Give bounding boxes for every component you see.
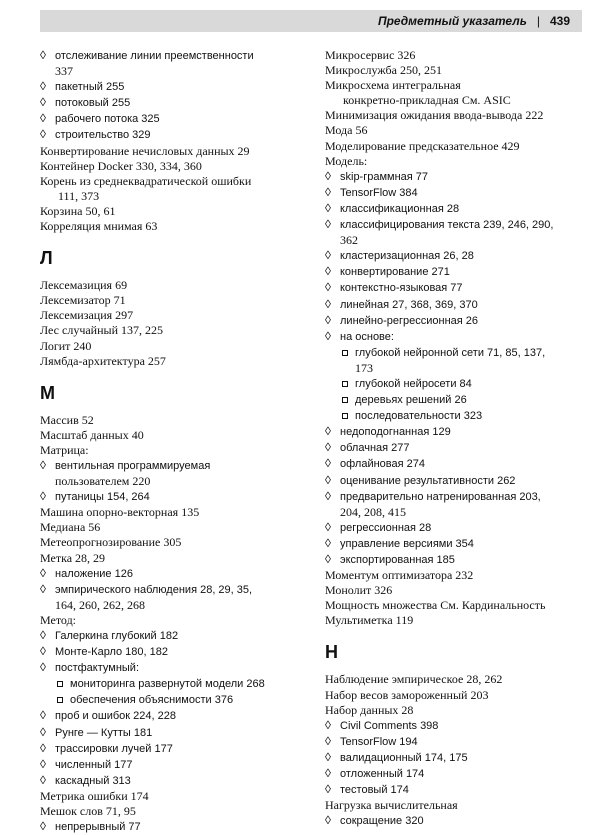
index-entry [40,293,302,308]
index-subentry [40,474,302,489]
entry-text: Набор данных 28 [325,702,414,717]
entry-text: Микросервис 326 [325,48,416,62]
entry-text: skip-граммная 77 [340,170,429,183]
entry-text: Лексемазиция 69 [40,278,128,293]
entry-text: наложение 126 [55,567,133,580]
entry-text: Монте-Карло 180, 182 [55,646,168,659]
entry-text: Наблюдение эмпирическое 28, 262 [325,672,503,687]
entry-text: глубокой нейронной сети 71, 85, 137, [355,346,546,359]
entry-text: Контейнер Docker 330, 334, 360 [40,158,202,173]
entry-text: Набор весов замороженный 203 [325,687,489,702]
entry-text: Мода 56 [325,123,368,138]
index-subentry [325,440,590,456]
entry-text: Медиана 56 [40,520,101,535]
index-subentry [325,329,590,345]
index-subentry [325,264,590,280]
index-subentry [40,489,302,505]
entry-text: линейно-регрессионная 26 [340,314,479,327]
entry-text: контекстно-языковая 77 [340,282,463,295]
entry-text: экспортированная 185 [340,554,455,566]
entry-text: трассировки лучей 177 [55,742,173,755]
index-entry [40,789,302,804]
entry-text: Корреляция мнимая 63 [40,219,158,234]
index-subentry [325,233,590,248]
entry-text: Матрица: [40,442,89,457]
index-subentry [40,582,302,598]
entry-text: Лексемизация 297 [40,308,134,323]
entry-text: Метод: [40,612,77,627]
entry-text: 173 [355,360,373,375]
entry-text: обеспечения объяснимости 376 [70,694,234,707]
entry-text: Моделирование предсказательное 429 [325,138,520,153]
running-header [40,10,582,32]
index-subentry [325,313,590,329]
entry-text: Рунге — Кутты 181 [55,726,153,739]
index-entry [40,204,302,219]
entry-text: Метка 28, 29 [40,550,106,565]
index-subentry [325,766,590,782]
right-column [325,48,590,829]
entry-text: Метеопрогнозирование 305 [40,535,182,550]
index-entry [40,613,302,628]
index-entry [40,443,302,458]
index-entry [40,505,302,520]
index-entry [325,48,590,63]
entry-text: Лес случайный 137, 225 [40,323,164,338]
page-number: 439 [549,14,570,28]
entry-text: Модель: [325,153,368,168]
entry-text: 164, 260, 262, 268 [55,597,145,612]
index-entry [325,108,590,123]
entry-text: Корзина 50, 61 [40,203,116,218]
index-entry [325,672,590,687]
index-subentry [325,361,590,376]
index-subentry [325,456,590,472]
index-subentry [40,48,302,64]
entry-text: регрессионная 28 [340,521,432,534]
entry-text: Логит 240 [40,338,92,353]
entry-text: Моментум оптимизатора 232 [325,568,474,583]
index-subentry [325,280,590,296]
entry-group-n [325,672,590,829]
entry-text: классифицирования текста 239, 246, 290, [340,219,554,232]
index-entry [40,323,302,338]
entry-text: валидационный 174, 175 [340,751,468,764]
index-subentry [40,741,302,757]
index-subentry [40,757,302,773]
index-subentry [40,628,302,644]
index-subentry [40,189,302,204]
entry-text: Мультиметка 119 [325,613,414,628]
index-entry [40,535,302,550]
index-entry [40,174,302,189]
index-entry [40,551,302,566]
index-subentry [40,598,302,613]
index-subentry [40,660,302,676]
entry-text: Нагрузка вычислительная [325,798,458,813]
index-subentry [40,725,302,741]
index-subentry [325,185,590,201]
entry-text: облачная 277 [340,442,410,455]
index-subentry [325,813,590,829]
index-entry [325,154,590,169]
entry-text: путаницы 154, 264 [55,491,150,504]
index-subentry [325,473,590,489]
entry-text: оценивание результативности 262 [340,474,516,487]
index-entry [40,339,302,354]
index-subentry [325,782,590,798]
entry-text: пакетный 255 [55,81,125,94]
index-subentry [325,93,590,108]
entry-text: Галеркина глубокий 182 [55,630,179,642]
index-entry [40,804,302,819]
entry-text: 362 [340,233,358,248]
entry-text: кластеризационная 26, 28 [340,250,474,263]
index-entry [325,613,590,628]
entry-text: линейная 27, 368, 369, 370 [340,298,478,311]
entry-text: последовательности 323 [355,410,483,423]
index-entry [40,159,302,174]
entry-text: TensorFlow 384 [340,186,418,199]
index-subentry [40,79,302,95]
header-title: Предметный указатель [377,14,527,28]
entry-text: каскадный 313 [55,774,131,787]
entry-text: Мощность множества См. Кардинальность [325,598,546,613]
entry-text: 111, 373 [58,188,100,203]
entry-text: Лексемизатор 71 [40,293,126,308]
entry-text: непрерывный 77 [55,821,141,834]
index-entry [40,428,302,443]
index-subentry [40,458,302,474]
entry-group-top-left [40,48,302,234]
entry-text: Микросхема интегральная [325,78,461,93]
entry-text: эмпирического наблюдения 28, 29, 35, [55,583,253,596]
entry-text: конкретно-прикладная См. ASIC [343,93,511,108]
index-subentry [40,64,302,79]
entry-text: рабочего потока 325 [55,113,160,126]
index-entry [325,703,590,718]
index-subentry [325,392,590,408]
index-entry [325,798,590,813]
index-subentry [40,773,302,789]
index-subentry [325,424,590,440]
entry-text: Машина опорно-векторная 135 [40,505,200,520]
entry-text: проб и ошибок 224, 228 [55,710,176,723]
index-subentry [325,217,590,233]
index-entry [325,123,590,138]
index-subentry [325,297,590,313]
index-subentry [40,127,302,143]
index-entry [325,598,590,613]
entry-text: численный 177 [55,758,133,771]
entry-text: постфактумный: [55,662,139,675]
index-subentry [325,734,590,750]
entry-text: отслеживание линии преемственности [55,50,254,62]
entry-text: офлайновая 274 [340,458,426,471]
index-entry [325,583,590,598]
entry-text: деревьях решений 26 [355,394,467,407]
entry-text: Микрослужба 250, 251 [325,63,442,78]
index-entry [40,354,302,369]
index-entry [325,139,590,154]
entry-text: Минимизация ожидания ввода-вывода 222 [325,108,544,123]
index-subentry [325,489,590,505]
entry-group-m [40,413,302,835]
entry-group-top-right [325,48,590,628]
entry-text: потоковый 255 [55,97,131,110]
index-subentry [40,692,302,708]
entry-text: предварительно натренированная 203, [340,490,541,503]
entry-text: классификационная 28 [340,202,460,215]
entry-text: Корень из среднеквадратической ошибки [40,173,252,188]
entry-text: 204, 208, 415 [340,504,406,519]
index-entry [40,308,302,323]
index-subentry [325,201,590,217]
index-subentry [40,819,302,835]
entry-text: Метрика ошибки 174 [40,788,149,803]
index-entry [325,568,590,583]
index-entry [40,144,302,159]
header-separator: | [536,14,540,28]
entry-text: конвертирование 271 [340,266,450,279]
entry-text: отложенный 174 [340,768,425,781]
entry-text: 337 [55,64,73,79]
entry-text: Civil Comments 398 [340,719,439,732]
index-subentry [40,566,302,582]
index-subentry [325,552,590,568]
index-subentry [325,750,590,766]
section-letter-n: Н [325,642,338,663]
entry-text: Лямбда-архитектура 257 [40,353,166,368]
index-subentry [325,536,590,552]
section-letter-l: Л [40,248,53,269]
index-entry [40,413,302,428]
index-subentry [40,708,302,724]
entry-text: тестовый 174 [340,784,409,797]
index-entry [40,520,302,535]
index-subentry [325,408,590,424]
index-subentry [325,505,590,520]
entry-text: TensorFlow 194 [340,735,418,748]
index-subentry [325,169,590,185]
entry-text: управление версиями 354 [340,537,474,550]
index-subentry [40,644,302,660]
index-subentry [325,248,590,264]
index-entry [40,219,302,234]
index-entry [325,78,590,93]
entry-text: на основе: [340,330,394,343]
left-column [40,48,302,835]
index-entry [325,688,590,703]
entry-text: мониторинга развернутой модели 268 [70,678,265,691]
index-subentry [40,111,302,127]
entry-text: Монолит 326 [325,583,393,598]
entry-text: Массив 52 [40,412,94,427]
index-subentry [325,718,590,734]
index-subentry [325,345,590,361]
entry-text: Конвертирование нечисловых данных 29 [40,143,250,158]
index-subentry [40,95,302,111]
index-subentry [40,676,302,692]
section-letter-m: М [40,382,55,403]
index-subentry [325,520,590,536]
entry-text: недоподогнанная 129 [340,426,451,439]
index-entry [40,278,302,293]
entry-text: Масштаб данных 40 [40,427,144,442]
entry-text: Мешок слов 71, 95 [40,804,136,819]
entry-text: строительство 329 [55,129,151,142]
entry-group-l [40,278,302,369]
entry-text: глубокой нейросети 84 [355,377,472,390]
index-subentry [325,376,590,392]
index-entry [325,63,590,78]
entry-text: пользователем 220 [55,474,151,489]
entry-text: вентильная программируемая [55,459,211,472]
entry-text: сокращение 320 [340,815,424,828]
